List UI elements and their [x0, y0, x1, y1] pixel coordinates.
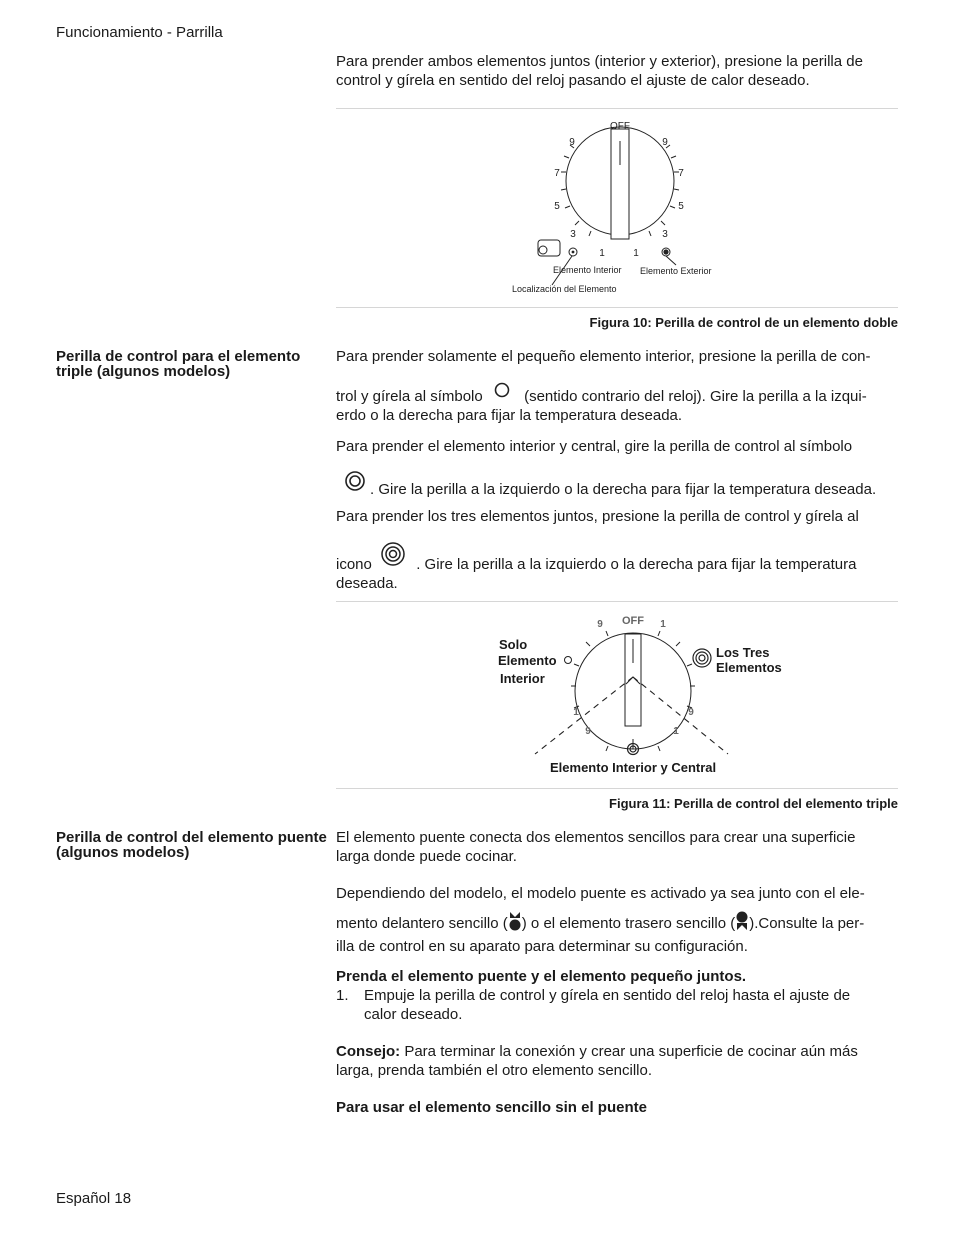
page-footer: Español 18: [56, 1190, 132, 1207]
tip-label: Consejo:: [336, 1043, 401, 1060]
solo-elemento-icon: [565, 657, 572, 664]
label-localizacion: Localización del Elemento: [512, 284, 617, 294]
bridge-paragraph-2: Dependiendo del modelo, el modelo puente es activado ya sea junto con el ele- mento delantero sencillo ( ) o el elemento trasero sencillo ( ).Consulte la per- illa de control en su aparato para determinar su configuración.: [336, 885, 865, 955]
triple-off-label: OFF: [622, 615, 644, 627]
bridge-step-1: 1. Empuje la perilla de control y gírela en sentido del reloj hasta el ajuste de calor deseado.: [336, 987, 851, 1023]
front-bridge-icon: [508, 910, 522, 937]
label-elementos: Elementos: [716, 660, 782, 675]
dual-tick-label: 3: [662, 229, 668, 240]
triple-tick-label: 9: [597, 619, 603, 630]
running-header: Funcionamiento - Parrilla: [56, 24, 223, 41]
triple-tick-label: 1: [573, 707, 579, 718]
triple-paragraph-2: Para prender el elemento interior y central, gire la perilla de control al símbolo . Gire la perilla a la izquierdo o la derecha para fijar la temperatura deseada.: [336, 438, 877, 498]
divider: [336, 307, 898, 308]
divider: [336, 788, 898, 789]
dual-tick-label: 1: [633, 248, 639, 259]
triple-tick-label: 9: [688, 707, 694, 718]
bridge-subheading-1: Prenda el elemento puente y el elemento pequeño juntos.: [336, 968, 747, 985]
label-elemento-interior: Elemento Interior: [553, 265, 622, 275]
bridge-paragraph-1: El elemento puente conecta dos elementos sencillos para crear una superficie larga donde puede cocinar.: [336, 829, 856, 865]
label-elemento-exterior: Elemento Exterior: [640, 266, 712, 276]
bridge-tip: Consejo: Para terminar la conexión y crear una superficie de cocinar aún más larga, prenda también el otro elemento sencillo.: [336, 1043, 858, 1079]
triple-paragraph-3: Para prender los tres elementos juntos, presione la perilla de control y gírela al icono . Gire la perilla a la izquierdo o la derecha para fijar la temperatura deseada.: [336, 508, 859, 592]
figure-10-dual-knob: [500, 115, 740, 300]
rear-bridge-icon: [735, 910, 749, 937]
single-ring-icon: [493, 381, 511, 404]
dual-tick-label: 5: [678, 201, 684, 212]
label-interior-central: Elemento Interior y Central: [550, 760, 717, 775]
dual-tick-label: 7: [678, 168, 684, 179]
figure-11-caption: Figura 11: Perilla de control del elemento triple: [609, 796, 898, 811]
triple-tick-label: 1: [660, 619, 666, 630]
dual-tick-label: 9: [662, 137, 668, 148]
triple-heading: Perilla de control para el elemento triple (algunos modelos): [56, 348, 301, 380]
divider: [336, 108, 898, 109]
label-los-tres: Los Tres: [716, 645, 770, 660]
step-number: 1.: [336, 987, 349, 1004]
dual-tick-label: 7: [554, 168, 560, 179]
double-ring-icon: [344, 470, 366, 497]
triple-tick-label: 9: [585, 726, 591, 737]
bridge-heading: Perilla de control del elemento puente (algunos modelos): [56, 829, 327, 861]
triple-ring-icon: [380, 541, 406, 572]
dual-off-label: OFF: [610, 121, 630, 132]
label-interior: Interior: [500, 671, 545, 686]
label-elemento: Elemento: [498, 653, 557, 668]
tres-elementos-icon: [693, 649, 711, 667]
dual-tick-label: 3: [570, 229, 576, 240]
intro-paragraph: Para prender ambos elementos juntos (interior y exterior), presione la perilla de control y gírela en sentido del reloj pasando el ajuste de calor deseado.: [336, 53, 863, 89]
dual-tick-label: 5: [554, 201, 560, 212]
triple-paragraph-1: Para prender solamente el pequeño elemento interior, presione la perilla de con- trol y gírela al símbolo (sentido contrario del reloj). Gire la perilla a la izqui- erdo o la derecha para fijar la temperatura deseada.: [336, 348, 871, 424]
dual-tick-label: 9: [569, 137, 575, 148]
label-solo: Solo: [499, 637, 528, 652]
dual-tick-label: 1: [599, 248, 605, 259]
triple-tick-label: 1: [673, 726, 679, 737]
figure-11-triple-knob: [490, 606, 782, 778]
divider: [336, 601, 898, 602]
figure-10-caption: Figura 10: Perilla de control de un elemento doble: [589, 315, 898, 330]
bridge-subheading-2: Para usar el elemento sencillo sin el puente: [336, 1099, 647, 1116]
